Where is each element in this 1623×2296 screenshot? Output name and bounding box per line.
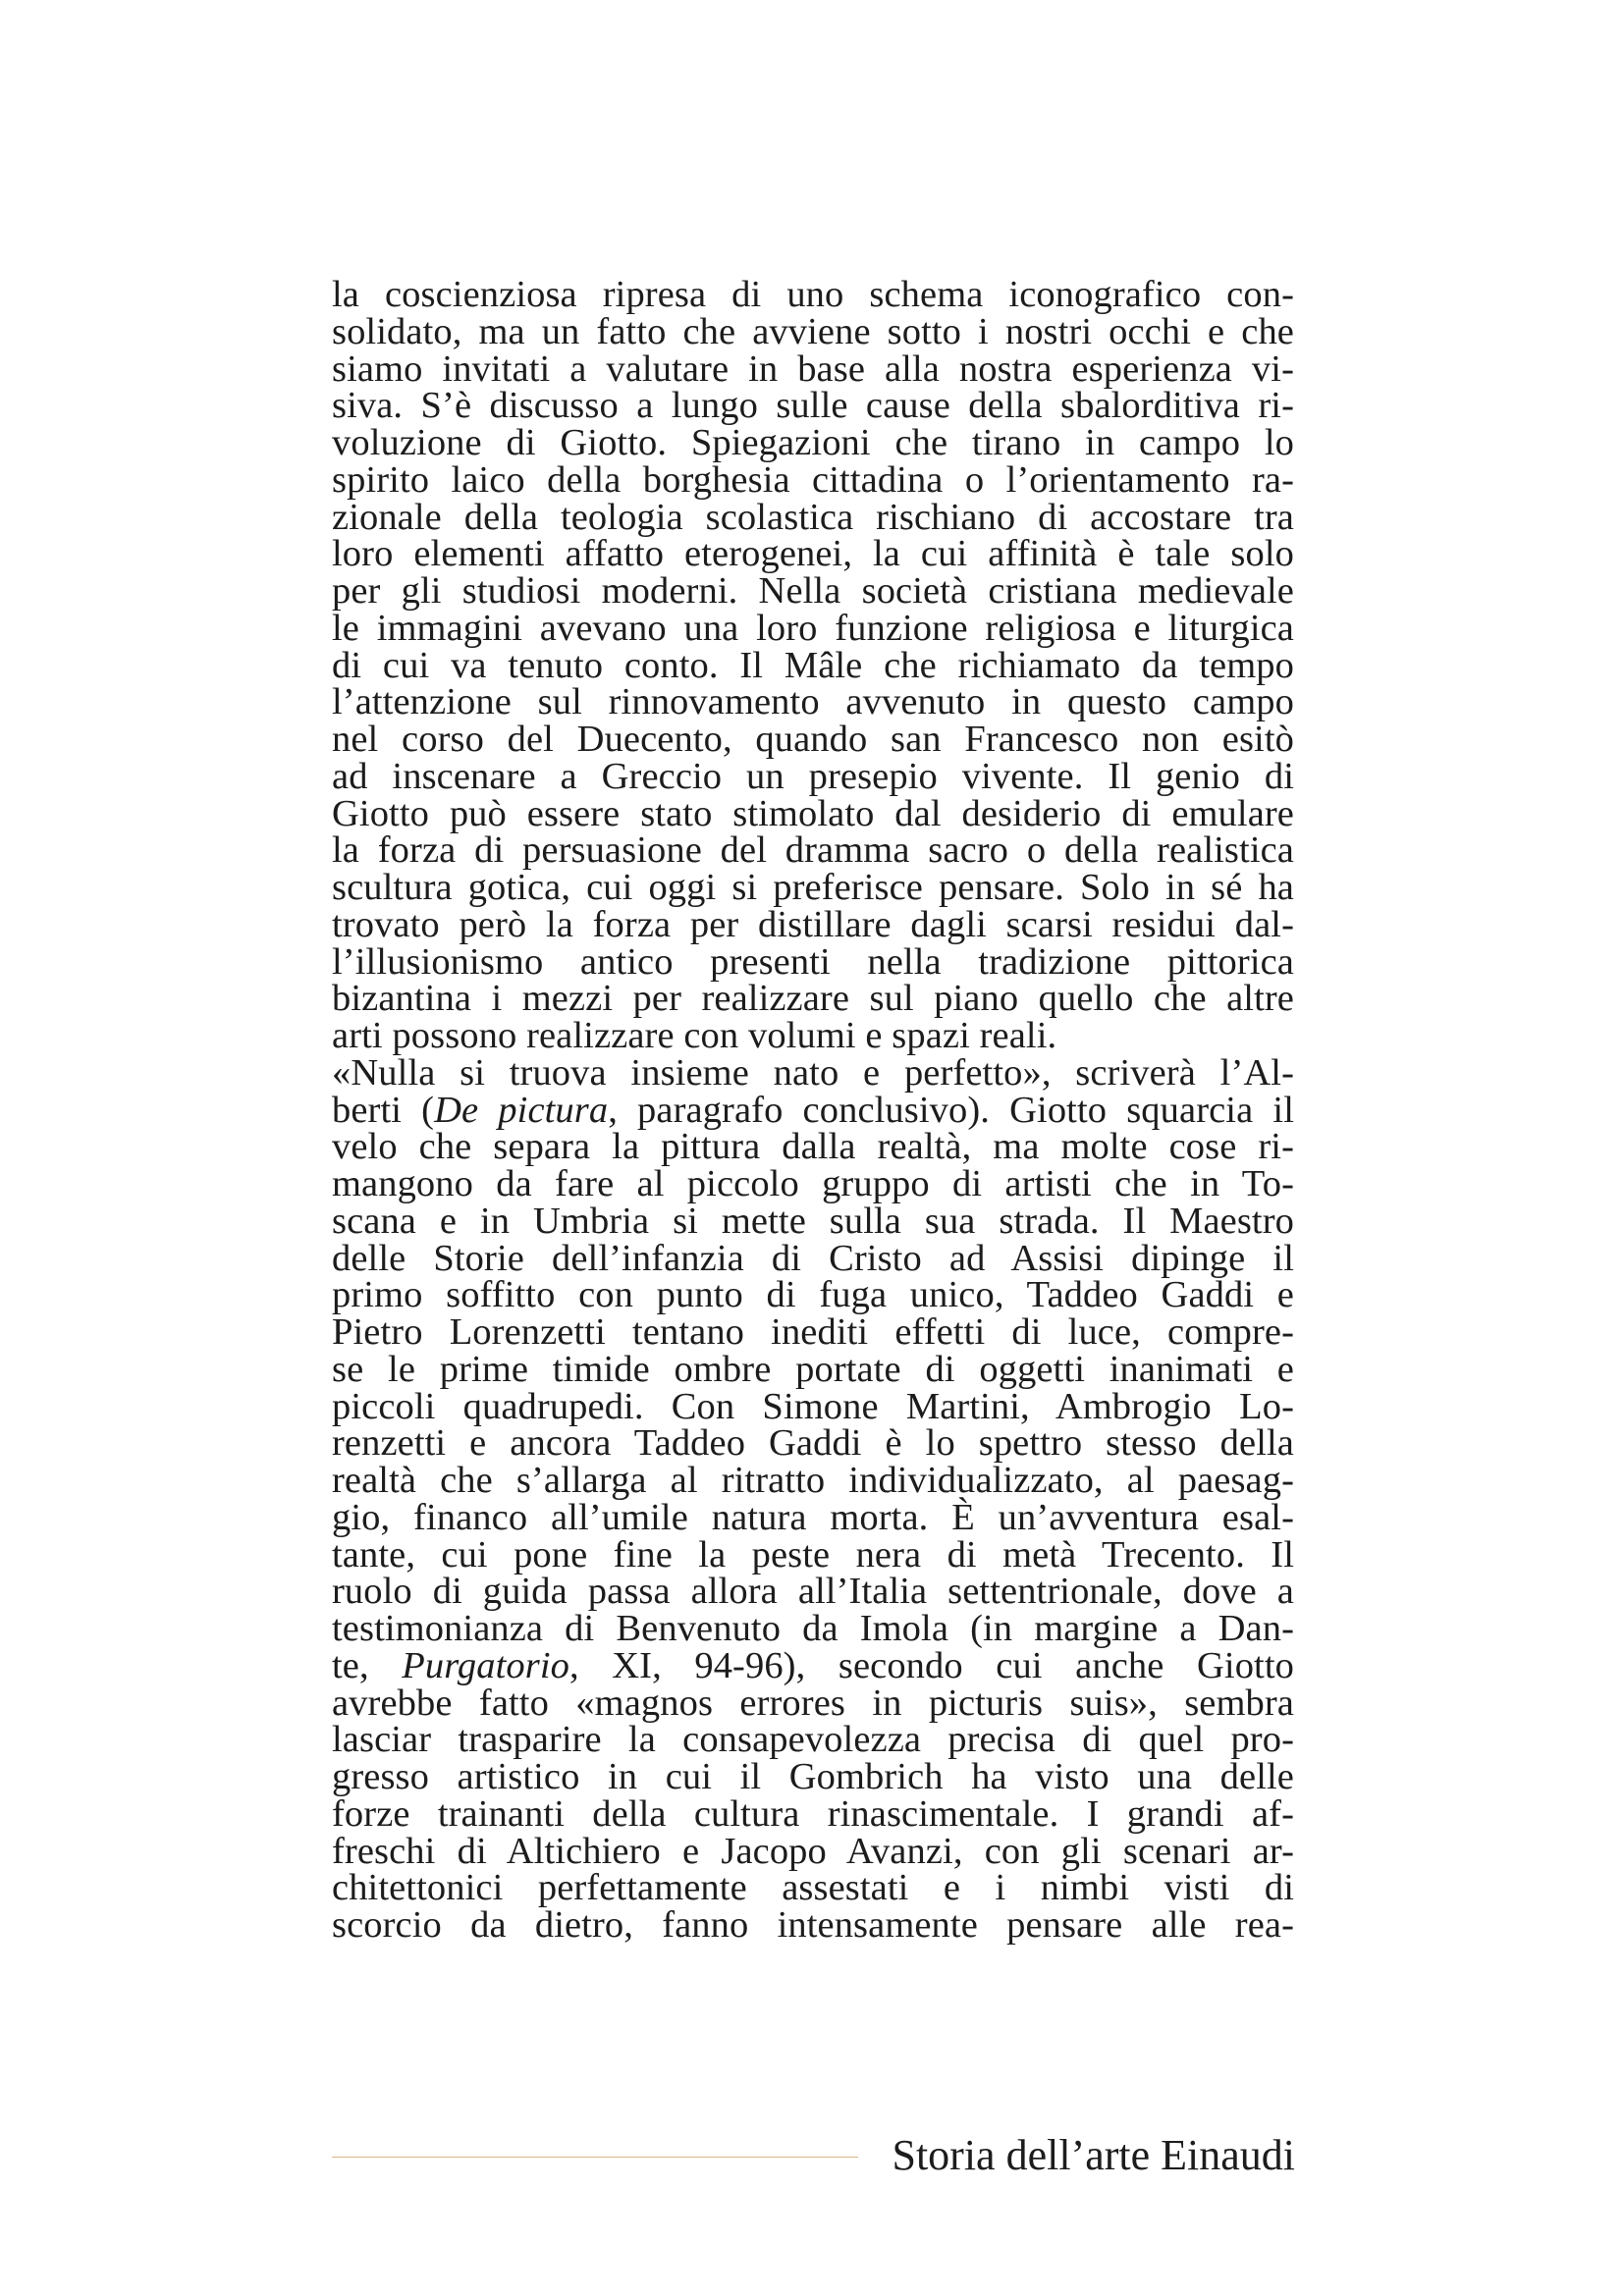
text-line: berti (De pictura, paragrafo conclusivo). Giotto squarcia il <box>332 1089 1294 1131</box>
text-line: la forza di persuasione del dramma sacro o della realistica <box>332 829 1294 872</box>
text-line: mangono da fare al piccolo gruppo di artisti che in To- <box>332 1163 1294 1204</box>
text-line: l’attenzione sul rinnovamento avvenuto in questo campo <box>332 681 1294 723</box>
text-line: di cui va tenuto conto. Il Mâle che richiamato da tempo <box>332 644 1294 686</box>
text-line: la coscienziosa ripresa di uno schema iconografico con- <box>332 274 1294 315</box>
text-line: lasciar trasparire la consapevolezza precisa di quel pro- <box>332 1719 1294 1761</box>
text-line: ruolo di guida passa allora all’Italia settentrionale, dove a <box>332 1571 1294 1613</box>
text-line: freschi di Altichiero e Jacopo Avanzi, con gli scenari ar- <box>332 1830 1294 1872</box>
text-line: te, Purgatorio, XI, 94-96), secondo cui anche Giotto <box>332 1644 1294 1686</box>
text-line: solidato, ma un fatto che avviene sotto i nostri occhi e che <box>332 310 1294 352</box>
italic-title: De pictura <box>434 1089 609 1131</box>
text-line: bizantina i mezzi per realizzare sul piano quello che altre <box>332 978 1294 1020</box>
text-line: scorcio da dietro, fanno intensamente pensare alle rea- <box>332 1904 1294 1946</box>
text-line: scana e in Umbria si mette sulla sua strada. Il Maestro <box>332 1200 1294 1242</box>
text-line: zionale della teologia scolastica rischiano di accostare tra <box>332 496 1294 538</box>
text-line: forze trainanti della cultura rinascimentale. I grandi af- <box>332 1792 1294 1835</box>
text-line: loro elementi affatto eterogenei, la cui affinità è tale solo <box>332 533 1294 575</box>
text-line: voluzione di Giotto. Spiegazioni che tirano in campo lo <box>332 422 1294 463</box>
footer-rule <box>332 2157 858 2158</box>
text-line: velo che separa la pittura dalla realtà, ma molte cose ri- <box>332 1126 1294 1168</box>
text-line: avrebbe fatto «magnos errores in picturis suis», sembra <box>332 1682 1294 1724</box>
text-line: piccoli quadrupedi. Con Simone Martini, Ambrogio Lo- <box>332 1385 1294 1427</box>
text-line: per gli studiosi moderni. Nella società cristiana medievale <box>332 570 1294 612</box>
text-line: scultura gotica, cui oggi si preferisce pensare. Solo in sé ha <box>332 867 1294 908</box>
text-line: siva. S’è discusso a lungo sulle cause della sbalorditiva ri- <box>332 385 1294 427</box>
text-line: Giotto può essere stato stimolato dal desiderio di emulare <box>332 792 1294 834</box>
italic-title: Purgatorio <box>402 1644 569 1686</box>
text-line: arti possono realizzare con volumi e spazi reali. <box>332 1015 1057 1056</box>
text-line: renzetti e ancora Taddeo Gaddi è lo spettro stesso della <box>332 1422 1294 1465</box>
text-line: realtà che s’allarga al ritratto individualizzato, al paesag- <box>332 1460 1294 1501</box>
text-line: primo soffitto con punto di fuga unico, Taddeo Gaddi e <box>332 1274 1294 1316</box>
text-line: trovato però la forza per distillare dagli scarsi residui dal- <box>332 903 1294 945</box>
text-line: «Nulla si truova insieme nato e perfetto», scriverà l’Al- <box>332 1051 1294 1094</box>
text-line: ad inscenare a Greccio un presepio vivente. Il genio di <box>332 755 1294 797</box>
text-line: tante, cui pone fine la peste nera di metà Trecento. Il <box>332 1533 1294 1575</box>
text-line: spirito laico della borghesia cittadina o l’orientamento ra- <box>332 458 1294 501</box>
body-text <box>332 274 1294 1946</box>
text-line: se le prime timide ombre portate di oggetti inanimati e <box>332 1348 1294 1390</box>
text-line: nel corso del Duecento, quando san Francesco non esitò <box>332 719 1294 760</box>
text-line: delle Storie dell’infanzia di Cristo ad Assisi dipinge il <box>332 1237 1294 1279</box>
text-line: gresso artistico in cui il Gombrich ha visto una delle <box>332 1756 1294 1797</box>
text-line: l’illusionismo antico presenti nella tradizione pittorica <box>332 940 1294 983</box>
footer-title: Storia dell’arte Einaudi <box>892 2131 1295 2179</box>
text-line: gio, financo all’umile natura morta. È un’avventura esal- <box>332 1496 1294 1538</box>
text-line: testimonianza di Benvenuto da Imola (in margine a Dan- <box>332 1608 1294 1649</box>
text-line: le immagini avevano una loro funzione religiosa e liturgica <box>332 607 1294 649</box>
text-line: chitettonici perfettamente assestati e i nimbi visti di <box>332 1867 1294 1909</box>
text-line: siamo invitati a valutare in base alla nostra esperienza vi- <box>332 347 1294 390</box>
text-line: Pietro Lorenzetti tentano inediti effetti di luce, compre- <box>332 1311 1294 1353</box>
